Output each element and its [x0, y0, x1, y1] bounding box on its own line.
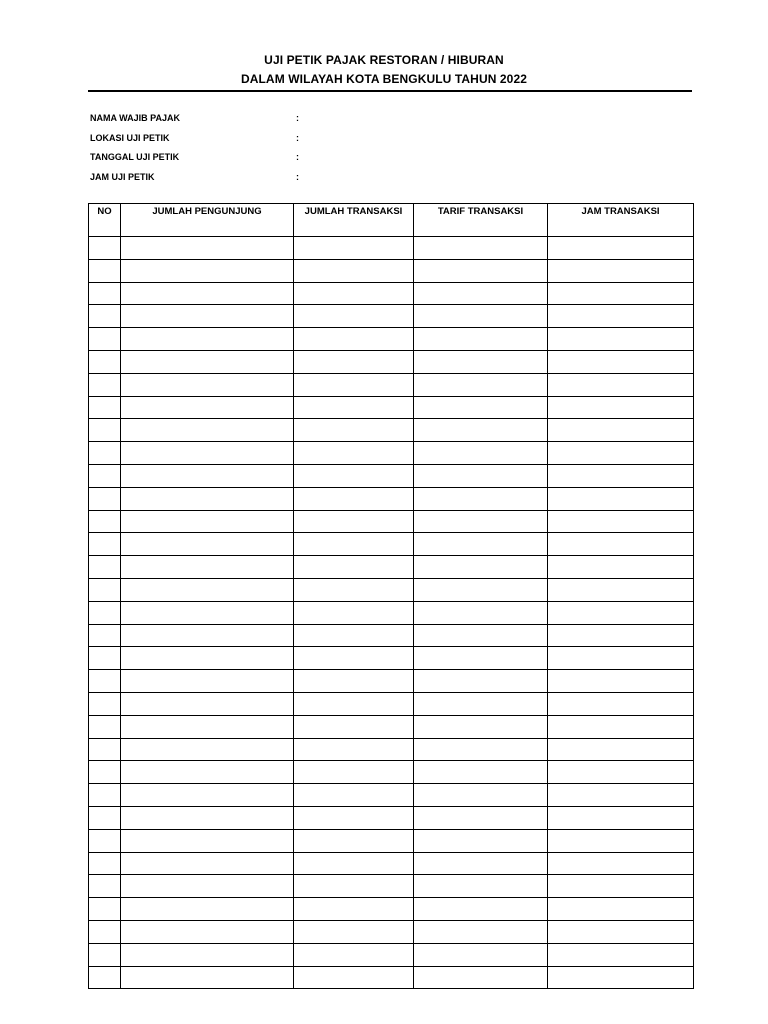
cell-jumlah-pengunjung	[121, 510, 294, 533]
cell-tarif-transaksi	[414, 578, 548, 601]
table-header-row	[89, 204, 694, 237]
table-row	[89, 578, 694, 601]
cell-jumlah-pengunjung	[121, 647, 294, 670]
cell-jumlah-transaksi	[294, 670, 414, 693]
cell-no	[89, 647, 121, 670]
cell-jumlah-pengunjung	[121, 464, 294, 487]
cell-tarif-transaksi	[414, 715, 548, 738]
info-row-jam-uji-petik	[90, 169, 490, 189]
cell-tarif-transaksi	[414, 556, 548, 579]
cell-tarif-transaksi	[414, 738, 548, 761]
cell-jumlah-pengunjung	[121, 259, 294, 282]
cell-jumlah-transaksi	[294, 829, 414, 852]
cell-jumlah-pengunjung	[121, 806, 294, 829]
cell-jumlah-pengunjung	[121, 761, 294, 784]
cell-no	[89, 419, 121, 442]
cell-no	[89, 442, 121, 465]
cell-jumlah-pengunjung	[121, 898, 294, 921]
cell-jam-transaksi	[548, 350, 694, 373]
cell-jam-transaksi	[548, 601, 694, 624]
cell-jumlah-pengunjung	[121, 237, 294, 260]
cell-jumlah-transaksi	[294, 875, 414, 898]
cell-tarif-transaksi	[414, 920, 548, 943]
table-row	[89, 829, 694, 852]
cell-no	[89, 328, 121, 351]
cell-jumlah-pengunjung	[121, 442, 294, 465]
info-label: JAM UJI PETIK	[90, 171, 155, 182]
cell-jumlah-transaksi	[294, 259, 414, 282]
cell-tarif-transaksi	[414, 464, 548, 487]
cell-jumlah-transaksi	[294, 578, 414, 601]
table-row	[89, 464, 694, 487]
cell-no	[89, 784, 121, 807]
cell-jam-transaksi	[548, 761, 694, 784]
cell-jumlah-pengunjung	[121, 875, 294, 898]
cell-jam-transaksi	[548, 852, 694, 875]
cell-jam-transaksi	[548, 305, 694, 328]
cell-tarif-transaksi	[414, 647, 548, 670]
data-table	[88, 203, 694, 989]
header-jumlah-pengunjung: JUMLAH PENGUNJUNG	[121, 204, 294, 237]
cell-jam-transaksi	[548, 829, 694, 852]
cell-no	[89, 875, 121, 898]
table-row	[89, 487, 694, 510]
cell-jam-transaksi	[548, 328, 694, 351]
cell-no	[89, 487, 121, 510]
cell-tarif-transaksi	[414, 396, 548, 419]
table-row	[89, 966, 694, 989]
header-no: NO	[89, 204, 121, 237]
cell-jam-transaksi	[548, 373, 694, 396]
cell-jam-transaksi	[548, 715, 694, 738]
table-row	[89, 647, 694, 670]
table-row	[89, 259, 694, 282]
cell-tarif-transaksi	[414, 237, 548, 260]
cell-jumlah-transaksi	[294, 966, 414, 989]
cell-jumlah-transaksi	[294, 647, 414, 670]
cell-no	[89, 966, 121, 989]
info-fields	[90, 110, 490, 188]
cell-no	[89, 396, 121, 419]
table-row	[89, 692, 694, 715]
table-row	[89, 237, 694, 260]
table-row	[89, 670, 694, 693]
cell-tarif-transaksi	[414, 875, 548, 898]
table-row	[89, 350, 694, 373]
cell-jumlah-transaksi	[294, 533, 414, 556]
header-jam-transaksi: JAM TRANSAKSI	[548, 204, 694, 237]
table-row	[89, 282, 694, 305]
cell-jam-transaksi	[548, 533, 694, 556]
cell-jumlah-pengunjung	[121, 533, 294, 556]
table-row	[89, 305, 694, 328]
cell-jam-transaksi	[548, 237, 694, 260]
cell-jumlah-transaksi	[294, 556, 414, 579]
cell-jumlah-pengunjung	[121, 715, 294, 738]
table-row	[89, 533, 694, 556]
cell-tarif-transaksi	[414, 852, 548, 875]
cell-jam-transaksi	[548, 282, 694, 305]
cell-no	[89, 601, 121, 624]
table-row	[89, 784, 694, 807]
cell-jam-transaksi	[548, 670, 694, 693]
cell-tarif-transaksi	[414, 510, 548, 533]
cell-jam-transaksi	[548, 259, 694, 282]
table-row	[89, 920, 694, 943]
cell-jumlah-transaksi	[294, 898, 414, 921]
cell-no	[89, 692, 121, 715]
document-title-line-2: DALAM WILAYAH KOTA BENGKULU TAHUN 2022	[240, 72, 528, 86]
cell-jumlah-transaksi	[294, 305, 414, 328]
cell-no	[89, 920, 121, 943]
cell-jumlah-transaksi	[294, 624, 414, 647]
cell-jumlah-transaksi	[294, 715, 414, 738]
cell-no	[89, 624, 121, 647]
cell-jumlah-transaksi	[294, 692, 414, 715]
cell-jam-transaksi	[548, 419, 694, 442]
cell-jam-transaksi	[548, 738, 694, 761]
cell-jumlah-pengunjung	[121, 396, 294, 419]
table-row	[89, 419, 694, 442]
table-row	[89, 510, 694, 533]
header-tarif-transaksi: TARIF TRANSAKSI	[414, 204, 548, 237]
cell-no	[89, 373, 121, 396]
cell-jumlah-pengunjung	[121, 282, 294, 305]
cell-tarif-transaksi	[414, 784, 548, 807]
cell-tarif-transaksi	[414, 966, 548, 989]
cell-tarif-transaksi	[414, 442, 548, 465]
cell-jumlah-transaksi	[294, 328, 414, 351]
cell-jumlah-transaksi	[294, 738, 414, 761]
cell-jumlah-pengunjung	[121, 350, 294, 373]
cell-jumlah-transaksi	[294, 920, 414, 943]
cell-tarif-transaksi	[414, 533, 548, 556]
cell-tarif-transaksi	[414, 898, 548, 921]
document-title-line-1: UJI PETIK PAJAK RESTORAN / HIBURAN	[264, 53, 504, 67]
cell-jumlah-transaksi	[294, 784, 414, 807]
cell-jumlah-transaksi	[294, 852, 414, 875]
cell-no	[89, 738, 121, 761]
cell-jumlah-transaksi	[294, 510, 414, 533]
cell-jam-transaksi	[548, 875, 694, 898]
cell-jumlah-pengunjung	[121, 670, 294, 693]
cell-jumlah-transaksi	[294, 806, 414, 829]
cell-tarif-transaksi	[414, 601, 548, 624]
cell-jumlah-pengunjung	[121, 852, 294, 875]
cell-tarif-transaksi	[414, 829, 548, 852]
cell-jam-transaksi	[548, 692, 694, 715]
cell-no	[89, 464, 121, 487]
cell-no	[89, 829, 121, 852]
cell-jumlah-transaksi	[294, 487, 414, 510]
cell-jumlah-pengunjung	[121, 624, 294, 647]
cell-jumlah-transaksi	[294, 464, 414, 487]
cell-jam-transaksi	[548, 647, 694, 670]
cell-jumlah-pengunjung	[121, 920, 294, 943]
cell-no	[89, 556, 121, 579]
info-separator: :	[296, 171, 299, 182]
table-row	[89, 442, 694, 465]
cell-jumlah-pengunjung	[121, 829, 294, 852]
table-row	[89, 373, 694, 396]
cell-no	[89, 350, 121, 373]
header-jumlah-transaksi: JUMLAH TRANSAKSI	[294, 204, 414, 237]
info-label: LOKASI UJI PETIK	[90, 132, 170, 143]
cell-tarif-transaksi	[414, 670, 548, 693]
cell-jumlah-pengunjung	[121, 966, 294, 989]
table-row	[89, 806, 694, 829]
cell-jumlah-pengunjung	[121, 692, 294, 715]
cell-jumlah-pengunjung	[121, 373, 294, 396]
table-row	[89, 556, 694, 579]
cell-jumlah-pengunjung	[121, 943, 294, 966]
cell-jumlah-pengunjung	[121, 328, 294, 351]
cell-no	[89, 761, 121, 784]
cell-no	[89, 533, 121, 556]
cell-tarif-transaksi	[414, 350, 548, 373]
cell-no	[89, 237, 121, 260]
cell-jumlah-transaksi	[294, 442, 414, 465]
cell-tarif-transaksi	[414, 692, 548, 715]
table-row	[89, 898, 694, 921]
cell-jumlah-transaksi	[294, 601, 414, 624]
table-row	[89, 396, 694, 419]
cell-jumlah-pengunjung	[121, 419, 294, 442]
cell-jam-transaksi	[548, 966, 694, 989]
cell-tarif-transaksi	[414, 282, 548, 305]
table-row	[89, 761, 694, 784]
cell-jam-transaksi	[548, 624, 694, 647]
cell-no	[89, 510, 121, 533]
table-row	[89, 601, 694, 624]
cell-jumlah-pengunjung	[121, 784, 294, 807]
table-row	[89, 624, 694, 647]
cell-jumlah-pengunjung	[121, 305, 294, 328]
cell-jumlah-transaksi	[294, 282, 414, 305]
cell-tarif-transaksi	[414, 761, 548, 784]
cell-tarif-transaksi	[414, 373, 548, 396]
info-separator: :	[296, 152, 299, 162]
table-body	[89, 237, 694, 989]
cell-tarif-transaksi	[414, 624, 548, 647]
cell-no	[89, 852, 121, 875]
cell-jam-transaksi	[548, 806, 694, 829]
info-label: NAMA WAJIB PAJAK	[90, 113, 181, 123]
cell-jam-transaksi	[548, 784, 694, 807]
cell-tarif-transaksi	[414, 487, 548, 510]
cell-tarif-transaksi	[414, 806, 548, 829]
cell-jumlah-pengunjung	[121, 601, 294, 624]
cell-tarif-transaksi	[414, 259, 548, 282]
cell-no	[89, 305, 121, 328]
cell-jumlah-transaksi	[294, 419, 414, 442]
cell-no	[89, 898, 121, 921]
cell-tarif-transaksi	[414, 328, 548, 351]
cell-jumlah-pengunjung	[121, 556, 294, 579]
cell-jumlah-transaksi	[294, 943, 414, 966]
cell-jumlah-pengunjung	[121, 487, 294, 510]
cell-no	[89, 259, 121, 282]
cell-tarif-transaksi	[414, 943, 548, 966]
cell-jam-transaksi	[548, 396, 694, 419]
cell-jam-transaksi	[548, 487, 694, 510]
cell-jam-transaksi	[548, 442, 694, 465]
cell-jam-transaksi	[548, 920, 694, 943]
cell-no	[89, 806, 121, 829]
cell-no	[89, 670, 121, 693]
cell-jam-transaksi	[548, 510, 694, 533]
cell-jumlah-transaksi	[294, 396, 414, 419]
cell-jumlah-transaksi	[294, 237, 414, 260]
info-row-lokasi-uji-petik	[90, 130, 490, 150]
table-row	[89, 943, 694, 966]
cell-jumlah-pengunjung	[121, 738, 294, 761]
info-separator: :	[296, 113, 299, 123]
cell-tarif-transaksi	[414, 305, 548, 328]
cell-jam-transaksi	[548, 943, 694, 966]
info-row-nama-wajib-pajak	[90, 110, 490, 130]
info-row-tanggal-uji-petik	[90, 149, 490, 169]
table-row	[89, 875, 694, 898]
cell-jumlah-pengunjung	[121, 578, 294, 601]
cell-tarif-transaksi	[414, 419, 548, 442]
cell-jumlah-transaksi	[294, 373, 414, 396]
cell-jam-transaksi	[548, 578, 694, 601]
table-row	[89, 852, 694, 875]
cell-no	[89, 715, 121, 738]
cell-no	[89, 578, 121, 601]
info-label: TANGGAL UJI PETIK	[90, 152, 180, 162]
cell-jam-transaksi	[548, 556, 694, 579]
cell-no	[89, 943, 121, 966]
table-row	[89, 738, 694, 761]
cell-jam-transaksi	[548, 464, 694, 487]
title-underline	[88, 90, 692, 92]
cell-no	[89, 282, 121, 305]
table-row	[89, 328, 694, 351]
cell-jam-transaksi	[548, 898, 694, 921]
cell-jumlah-transaksi	[294, 350, 414, 373]
table-row	[89, 715, 694, 738]
info-separator: :	[296, 132, 299, 143]
cell-jumlah-transaksi	[294, 761, 414, 784]
